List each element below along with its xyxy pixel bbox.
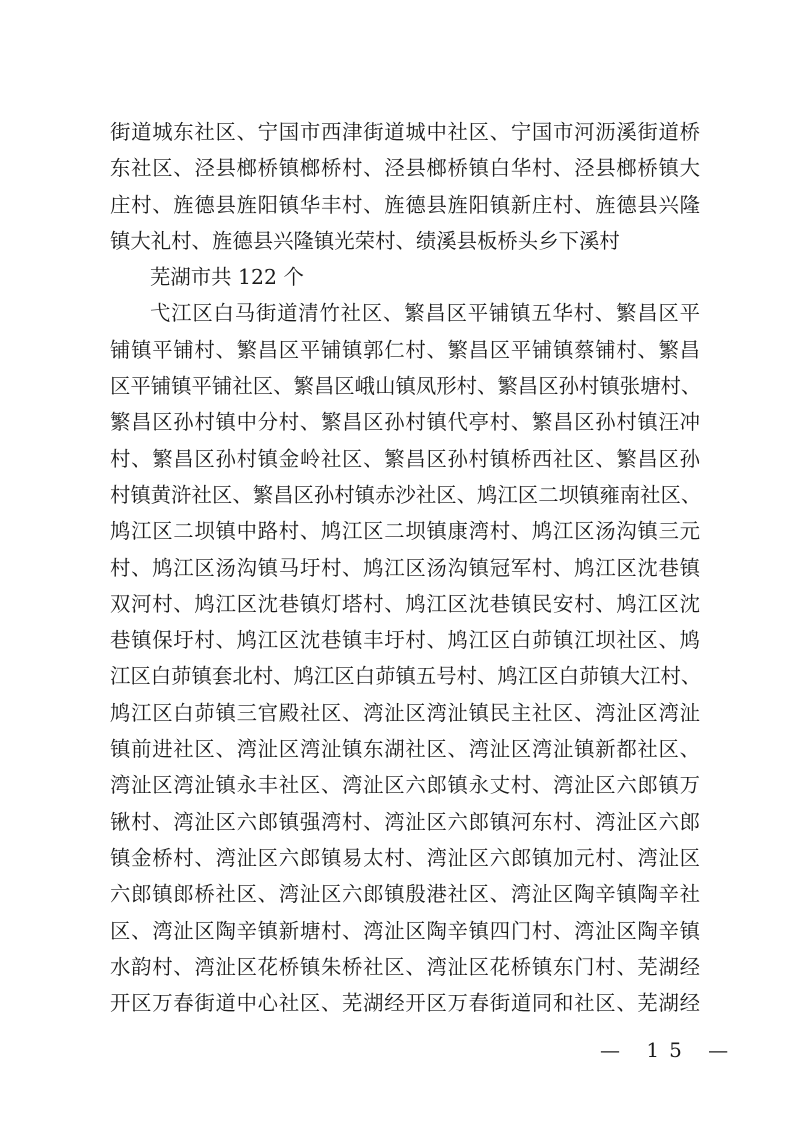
body-line: 湾沚区湾沚镇永丰社区、湾沚区六郎镇永丈村、湾沚区六郎镇万	[110, 773, 700, 798]
body-line: 繁昌区孙村镇中分村、繁昌区孙村镇代亭村、繁昌区孙村镇汪冲	[110, 410, 700, 435]
body-line: 六郎镇郎桥社区、湾沚区六郎镇殷港社区、湾沚区陶辛镇陶辛社	[110, 882, 700, 907]
body-line: 江区白茆镇套北村、鸠江区白茆镇五号村、鸠江区白茆镇大江村、	[110, 664, 702, 689]
body-line: 镇前进社区、湾沚区湾沚镇东湖社区、湾沚区湾沚镇新都社区、	[110, 737, 700, 762]
body-line: 锹村、湾沚区六郎镇强湾村、湾沚区六郎镇河东村、湾沚区六郎	[110, 809, 700, 834]
body-line: 鸠江区白茆镇三官殿社区、湾沚区湾沚镇民主社区、湾沚区湾沚	[110, 700, 700, 725]
body-line: 区平铺镇平铺社区、繁昌区峨山镇凤形村、繁昌区孙村镇张塘村、	[110, 374, 702, 399]
body-line: 双河村、鸠江区沈巷镇灯塔村、鸠江区沈巷镇民安村、鸠江区沈	[110, 591, 700, 616]
body-line: 村镇黄浒社区、繁昌区孙村镇赤沙社区、鸠江区二坝镇雍南社区、	[110, 482, 702, 507]
section-heading: 芜湖市共 122 个	[150, 265, 304, 290]
body-line: 水韵村、湾沚区花桥镇朱桥社区、湾沚区花桥镇东门村、芜湖经	[110, 954, 700, 979]
body-line: 庄村、旌德县旌阳镇华丰村、旌德县旌阳镇新庄村、旌德县兴隆	[110, 192, 700, 217]
body-line: 东社区、泾县榔桥镇榔桥村、泾县榔桥镇白华村、泾县榔桥镇大	[110, 156, 700, 181]
body-line: 村、鸠江区汤沟镇马圩村、鸠江区汤沟镇冠军村、鸠江区沈巷镇	[110, 555, 700, 580]
body-line: 开区万春街道中心社区、芜湖经开区万春街道同和社区、芜湖经	[110, 991, 700, 1016]
body-line: 街道城东社区、宁国市西津街道城中社区、宁国市河沥溪街道桥	[110, 120, 700, 144]
body-line: 镇大礼村、旌德县兴隆镇光荣村、绩溪县板桥头乡下溪村	[110, 228, 620, 253]
page-number: — 15 —	[600, 1038, 739, 1062]
body-line: 铺镇平铺村、繁昌区平铺镇郭仁村、繁昌区平铺镇蔡铺村、繁昌	[110, 337, 700, 362]
document-body	[110, 114, 700, 1021]
body-line: 区、湾沚区陶辛镇新塘村、湾沚区陶辛镇四门村、湾沚区陶辛镇	[110, 918, 700, 943]
body-line: 弋江区白马街道清竹社区、繁昌区平铺镇五华村、繁昌区平	[150, 301, 700, 326]
body-line: 镇金桥村、湾沚区六郎镇易太村、湾沚区六郎镇加元村、湾沚区	[110, 845, 700, 870]
body-line: 鸠江区二坝镇中路村、鸠江区二坝镇康湾村、鸠江区汤沟镇三元	[110, 519, 700, 544]
body-line: 巷镇保圩村、鸠江区沈巷镇丰圩村、鸠江区白茆镇江坝社区、鸠	[110, 628, 700, 653]
body-line: 村、繁昌区孙村镇金岭社区、繁昌区孙村镇桥西社区、繁昌区孙	[110, 446, 700, 471]
